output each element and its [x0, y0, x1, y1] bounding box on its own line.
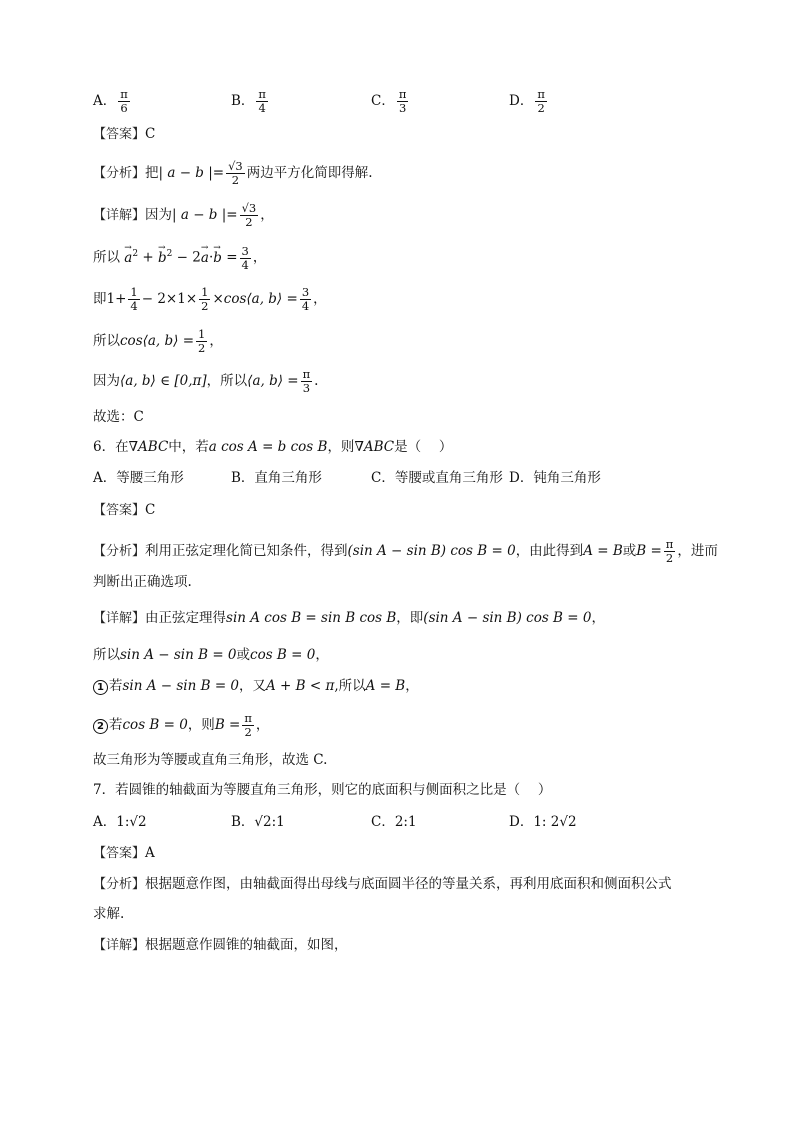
q6-option-b: B．直角三角形: [231, 470, 322, 486]
q7-detail: 【详解】根据题意作圆锥的轴截面，如图，: [93, 937, 348, 953]
q5-option-b: B． $\frac{\pi}{4}$: [231, 87, 266, 115]
q6-option-c: C．等腰或直角三角形: [371, 470, 503, 486]
q5-option-a: A． $\frac{\pi}{6}$: [93, 87, 128, 115]
circled-number-2-icon: 2: [93, 719, 108, 734]
q6-option-d: D．钝角三角形: [509, 470, 601, 486]
q6-detail: 【详解】由正弦定理得sin A cos B = sin B cos B，即(sin A − sin B) cos B = 0，: [93, 610, 605, 626]
q6-stem: 6．在∇ABC中，若a cos A = b cos B，则∇ABC是（ ）: [93, 439, 453, 455]
q6-conclusion: 故三角形为等腰或直角三角形，故选 C.: [93, 752, 328, 768]
q5-conclusion: 故选：C: [93, 409, 144, 425]
q5-detail: 【详解】因为| a − b |= $\frac{√3}{2}$ ，: [93, 201, 274, 229]
q7-answer: 【答案】A: [93, 845, 155, 861]
q7-analysis: 【分析】根据题意作图，由轴截面得出母线与底面圆半径的等量关系，再利用底面积和侧面积公式: [93, 876, 672, 892]
q6-analysis-cont: 判断出正确选项.: [93, 574, 192, 590]
q7-analysis-cont: 求解.: [93, 906, 125, 922]
q7-option-a: A．1:√2: [93, 814, 147, 830]
q5-analysis: 【分析】把| a − b |= $\frac{√3}{2}$ 两边平方化简即得解.: [93, 159, 373, 187]
q6-analysis: 【分析】利用正弦定理化简已知条件，得到(sin A − sin B) cos B = 0，由此得到A = B或B = $\frac{\pi}{2}$ ，进而: [93, 537, 718, 565]
q6-option-a: A．等腰三角形: [93, 470, 184, 486]
q6-answer: 【答案】C: [93, 502, 156, 518]
circled-number-1-icon: 1: [93, 680, 108, 695]
q5-step-1: 所以 → $a^2$ + → $b^2 - 2\to a\cdot\to b$ = $\frac{3}{4}$ ，: [93, 244, 266, 272]
q5-answer: 【答案】C: [93, 126, 156, 142]
q5-step-2: 即1+ $\frac{1}{4}$ − 2×1× $\frac{1}{2}$ ×cos⟨a, b⟩ = $\frac{3}{4}$ ，: [93, 285, 327, 313]
q7-stem: 7．若圆锥的轴截面为等腰直角三角形，则它的底面积与侧面积之比是（ ）: [93, 782, 552, 798]
q6-case-1: 1 若sin A − sin B = 0，又A + B < π,所以A = B，: [93, 676, 419, 696]
q5-option-c: C． $\frac{\pi}{3}$: [371, 87, 407, 115]
q5-step-4: 因为⟨a, b⟩ ∈ [0,π]，所以⟨a, b⟩ = $\frac{\pi}{3}$ .: [93, 367, 319, 395]
q7-option-d: D．1: 2√2: [509, 814, 577, 830]
q6-step-1: 所以sin A − sin B = 0或cos B = 0，: [93, 647, 329, 663]
q5-option-d: D． $\frac{\pi}{2}$: [509, 87, 545, 115]
q6-case-2: 2 若cos B = 0，则B = $\frac{\pi}{2}$ ，: [93, 712, 269, 739]
q5-step-3: 所以cos⟨a, b⟩ = $\frac{1}{2}$ ，: [93, 327, 223, 355]
q7-option-b: B．√2:1: [231, 814, 285, 830]
q7-option-c: C．2:1: [371, 814, 417, 830]
